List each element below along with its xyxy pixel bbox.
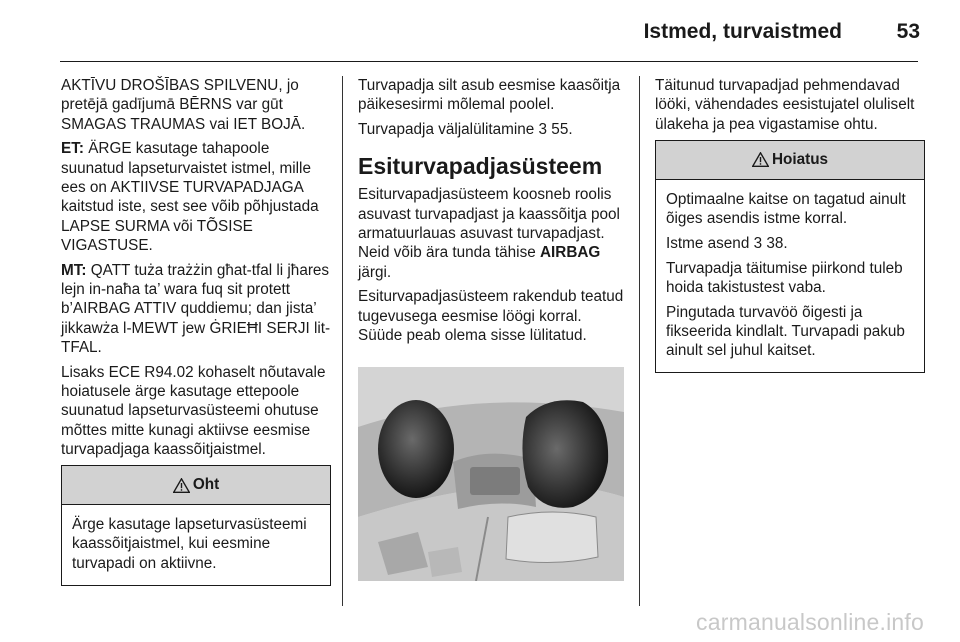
caution-box <box>655 140 925 373</box>
caution-text-1: Optimaalne kaitse on tagatud ainult õiges asendis istme korral. <box>666 190 906 228</box>
system-description-end: järgi. <box>358 263 392 281</box>
paragraph-warning-lv: AKTĪVU DROŠĪBAS SPILVENU, jo pretējā gadījumā BĒRNS var gūt SMAGAS TRAUMAS vai IET BOJĀ. <box>61 77 306 133</box>
danger-box-text: Ärge kasutage lapseturvasüsteemi kaassõitjaistmel, kui eesmine turvapadi on aktiivne. <box>72 516 307 572</box>
deactivation-ref-text: Turvapadja väljalülitamine <box>358 121 535 139</box>
paragraph-deployed-airbags: Täitunud turvapadjad pehmendavad lööki, vähendades eesistujatel oluliselt ülakeha ja pea vigastamise ohtu. <box>655 77 915 133</box>
airbag-illustration-drawing <box>358 367 624 581</box>
danger-box <box>61 465 331 585</box>
caution-box-title: Hoiatus <box>771 151 829 169</box>
paragraph-system-description <box>358 185 628 281</box>
paragraph-warning-mt <box>61 261 331 357</box>
danger-box-header <box>62 466 330 505</box>
airbag-mark: AIRBAG <box>539 244 601 262</box>
paragraph-warning-et <box>61 139 331 255</box>
danger-box-title: Oht <box>192 476 220 494</box>
section-heading: Esiturvapadjasüsteem <box>358 153 603 180</box>
column-divider-left <box>342 76 343 606</box>
lang-label-mt: MT: <box>61 261 87 279</box>
seat-position-ref-page: 38. <box>762 234 788 252</box>
danger-box-body <box>62 505 330 584</box>
caution-text-4: Pingutada turvavöö õigesti ja fikseerida kindlalt. Turvapadi pakub ainult sel juhul kaitset. <box>666 303 905 360</box>
column-right <box>655 76 925 373</box>
header-rule <box>60 61 918 62</box>
caution-text-3: Turvapadja täitumise piirkond tuleb hoida takistustest vaba. <box>666 259 903 297</box>
caution-text-2 <box>666 234 914 253</box>
warning-triangle-icon <box>752 152 769 167</box>
watermark: carmanualsonline.info <box>696 609 924 635</box>
system-description-text: Esiturvapadjasüsteem koosneb roolis asuvast turvapadjast ja kaassõitja pool armatuurlauas asuvast turvapadjast. Neid võib ära tunda tähise <box>358 186 620 262</box>
paragraph-system-deploy: Esiturvapadjasüsteem rakendub teatud tugevusega eesmise löögi korral. Süüde peab olema sisse lülitatud. <box>358 288 624 344</box>
page-header <box>0 0 960 62</box>
column-divider-right <box>639 76 640 606</box>
column-left <box>61 76 331 586</box>
warning-triangle-icon <box>173 478 190 493</box>
reference-arrow-icon: 3 <box>753 234 763 252</box>
airbag-illustration <box>358 367 624 581</box>
reference-arrow-icon: 3 <box>538 121 548 139</box>
column-middle <box>358 76 628 581</box>
warning-mt-text: QATT tuża trażżin għat-tfal li jħares lejn in-naħa ta’ wara fuq sit protett b’AIRBAG ATTIV quddiemu; dan jista’ jikkawża l-MEWT jew ĠRIEĦI SERJI lit-TFAL. <box>61 261 331 356</box>
paragraph-deactivation-ref <box>358 120 628 139</box>
caution-box-header <box>656 141 924 180</box>
lang-label-et: ET: <box>61 140 84 158</box>
paragraph-airbag-label: Turvapadja silt asub eesmise kaasõitja päikesesirmi mõlemal poolel. <box>358 77 621 114</box>
caution-box-body <box>656 180 924 372</box>
deactivation-ref-page: 55. <box>547 121 573 139</box>
page-number: 53 <box>896 20 920 43</box>
paragraph-ece-note: Lisaks ECE R94.02 kohaselt nõutavale hoiatusele ärge kasutage ettepoole suunatud lapseturvasüsteemi ohutuse mõttes mitte kunagi aktiivse eesmise turvapadjaga kaassõitjaistmel. <box>61 363 326 458</box>
page-title: Istmed, turvaistmed <box>643 20 842 43</box>
seat-position-ref-text: Istme asend <box>666 234 750 252</box>
warning-et-text: ÄRGE kasutage tahapoole suunatud lapseturvaistet istmel, mille ees on AKTIIVSE TURVAPADJAGA kaitstud iste, sest see võib põhjustada LAPSE SURMA või TÕSISE VIGASTUSE. <box>61 140 319 254</box>
